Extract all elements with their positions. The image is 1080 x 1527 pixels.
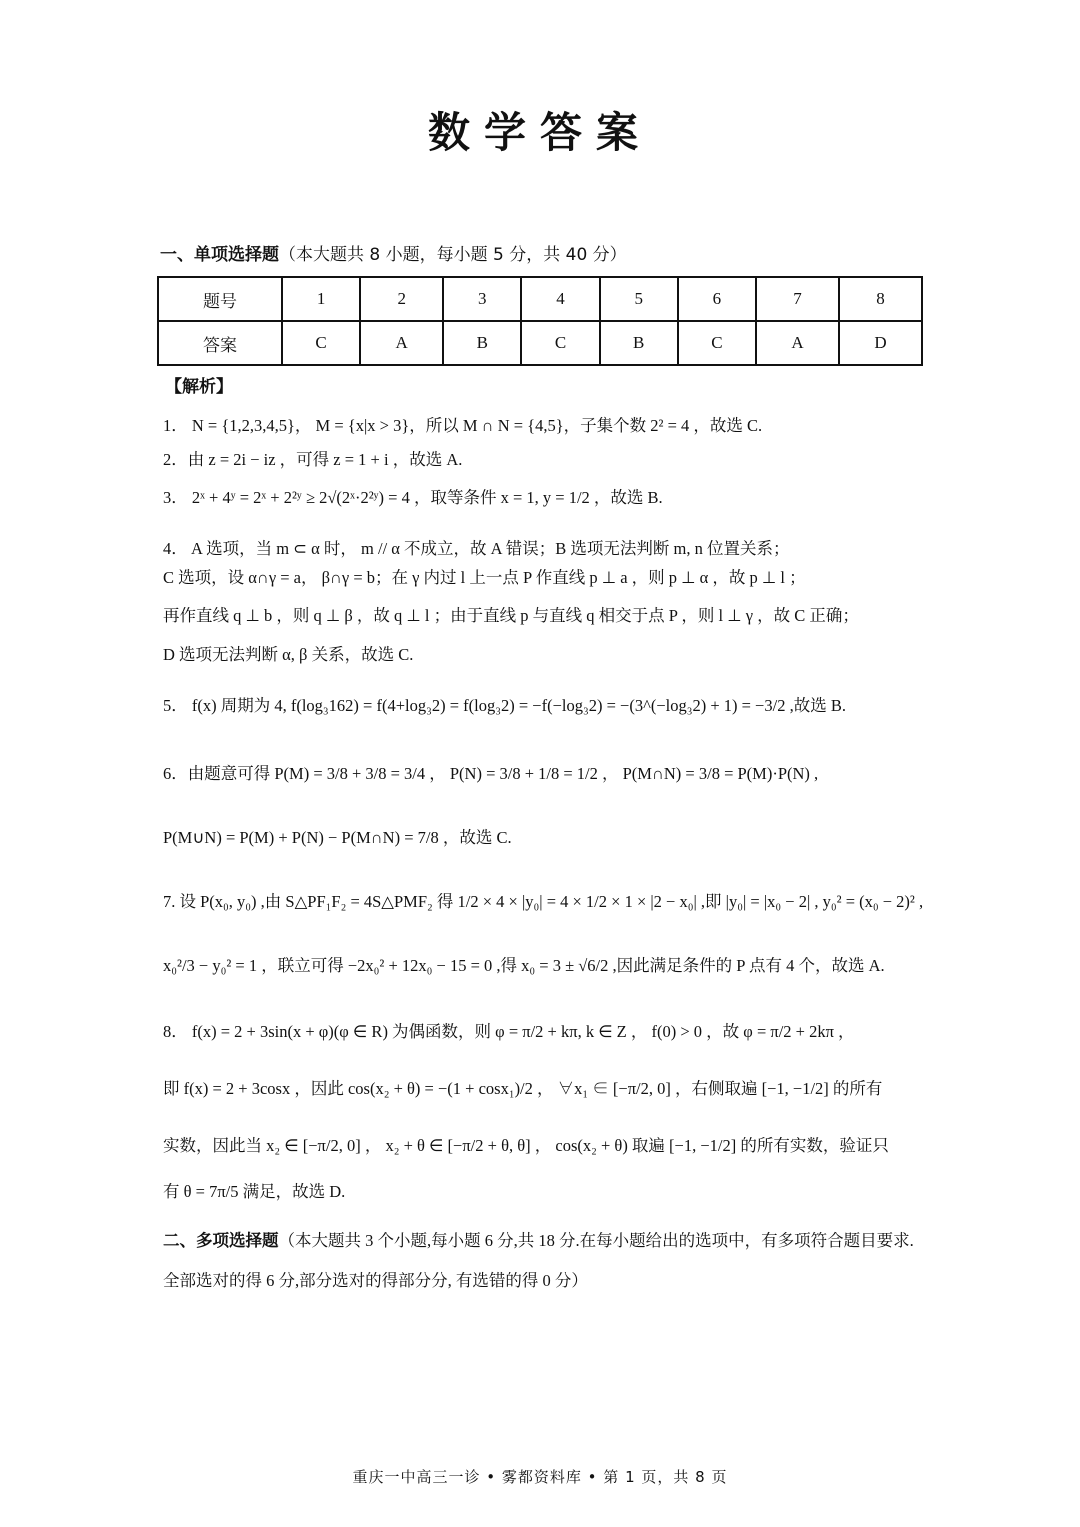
- solution-line: 7. 设 P(x₀, y₀) ,由 S△PF₁F₂ = 4S△PMF₂ 得 1/2 × 4 × |y₀| = 4 × 1/2 × 1 × |2 − x₀| ,即 |y₀| = |x₀ − 2| , y₀² = (x₀ − 2)² ,: [163, 892, 924, 911]
- solution-line: P(M∪N) = P(M) + P(N) − P(M∩N) = 7/8 ，故选 C.: [163, 828, 512, 847]
- section2-heading-note: （本大题共 3 个小题,每小题 6 分,共 18 分.在每小题给出的选项中，有多项符合题目要求.全部选对的得 6 分,部分选对的得部分分, 有选错的得 0 分）: [163, 1231, 914, 1290]
- solution-line: 5． f(x) 周期为 4, f(log₃162) = f(4+log₃2) = f(log₃2) = −f(−log₃2) = −(3^(−log₃2) + 1) = −3/2 ,故选 B.: [163, 696, 846, 715]
- answer-cell: A: [756, 321, 839, 365]
- solution-line: 有 θ = 7π/5 满足，故选 D.: [163, 1182, 346, 1201]
- number-cell: 6: [678, 277, 756, 321]
- solution-line: x₀²/3 − y₀² = 1 ，联立可得 −2x₀² + 12x₀ − 15 = 0 ,得 x₀ = 3 ± √6/2 ,因此满足条件的 P 点有 4 个，故选 A.: [163, 956, 885, 975]
- solution-line: 实数，因此当 x₂ ∈ [−π/2, 0] ， x₂ + θ ∈ [−π/2 + θ, θ] ， cos(x₂ + θ) 取遍 [−1, −1/2] 的所有实数，验证只: [163, 1136, 889, 1155]
- page-title: 数学答案: [427, 108, 652, 157]
- number-cell: 1: [282, 277, 360, 321]
- answer-cell: D: [839, 321, 922, 365]
- answer-cell: C: [678, 321, 756, 365]
- answer-table-answer-row: [158, 321, 922, 365]
- solution-line: C 选项，设 α∩γ = a， β∩γ = b；在 γ 内过 l 上一点 P 作直线 p ⊥ a ，则 p ⊥ α ，故 p ⊥ l ；: [163, 568, 806, 587]
- analysis-label: 【解析】: [165, 377, 233, 397]
- solution-line: 6．由题意可得 P(M) = 3/8 + 3/8 = 3/4 ， P(N) = 3/8 + 1/8 = 1/2 ， P(M∩N) = 3/8 = P(M)·P(N) ,: [163, 764, 819, 783]
- row-label-number: 题号: [158, 277, 282, 321]
- number-cell: 3: [443, 277, 521, 321]
- section2-heading-bold: 二、多项选择题: [163, 1231, 279, 1250]
- section2-heading: [163, 1221, 923, 1301]
- section1-heading-bold: 一、单项选择题: [160, 245, 279, 265]
- answer-cell: A: [360, 321, 443, 365]
- solution-line: 8． f(x) = 2 + 3sin(x + φ)(φ ∈ R) 为偶函数，则 φ = π/2 + kπ, k ∈ Z ， f(0) > 0 ，故 φ = π/2 + 2kπ ，: [163, 1022, 855, 1041]
- section1-heading-note: （本大题共 8 小题，每小题 5 分，共 40 分）: [279, 245, 627, 265]
- solution-line: D 选项无法判断 α, β 关系，故选 C.: [163, 645, 414, 664]
- solution-line: 即 f(x) = 2 + 3cosx ，因此 cos(x₂ + θ) = −(1 + cosx₁)/2 ， ∀x₁ ∈ [−π/2, 0] ，右侧取遍 [−1, −1/2] 的所有: [163, 1079, 883, 1098]
- answer-cell: C: [521, 321, 599, 365]
- row-label-answer: 答案: [158, 321, 282, 365]
- number-cell: 4: [521, 277, 599, 321]
- number-cell: 2: [360, 277, 443, 321]
- answer-table: [157, 276, 923, 366]
- section1-heading: [160, 240, 627, 265]
- solution-line: 再作直线 q ⊥ b ，则 q ⊥ β ，故 q ⊥ l ；由于直线 p 与直线 q 相交于点 P ，则 l ⊥ γ ，故 C 正确；: [163, 606, 859, 625]
- solution-line: 3． 2ˣ + 4ʸ = 2ˣ + 2²ʸ ≥ 2√(2ˣ·2²ʸ) = 4 ，取等条件 x = 1, y = 1/2 ，故选 B.: [163, 488, 663, 507]
- page-footer: 重庆一中高三一诊 • 雾都资料库 • 第 1 页，共 8 页: [352, 1468, 728, 1486]
- answer-table-number-row: [158, 277, 922, 321]
- number-cell: 7: [756, 277, 839, 321]
- solution-line: 4． A 选项，当 m ⊂ α 时， m // α 不成立，故 A 错误；B 选项无法判断 m, n 位置关系；: [163, 539, 790, 558]
- answer-cell: B: [600, 321, 678, 365]
- answer-cell: B: [443, 321, 521, 365]
- solution-line: 1． N = {1,2,3,4,5}， M = {x|x > 3}，所以 M ∩ N = {4,5}，子集个数 2² = 4 ，故选 C.: [163, 416, 763, 435]
- solution-line: 2．由 z = 2i − iz ，可得 z = 1 + i ，故选 A.: [163, 450, 463, 469]
- number-cell: 5: [600, 277, 678, 321]
- number-cell: 8: [839, 277, 922, 321]
- answer-cell: C: [282, 321, 360, 365]
